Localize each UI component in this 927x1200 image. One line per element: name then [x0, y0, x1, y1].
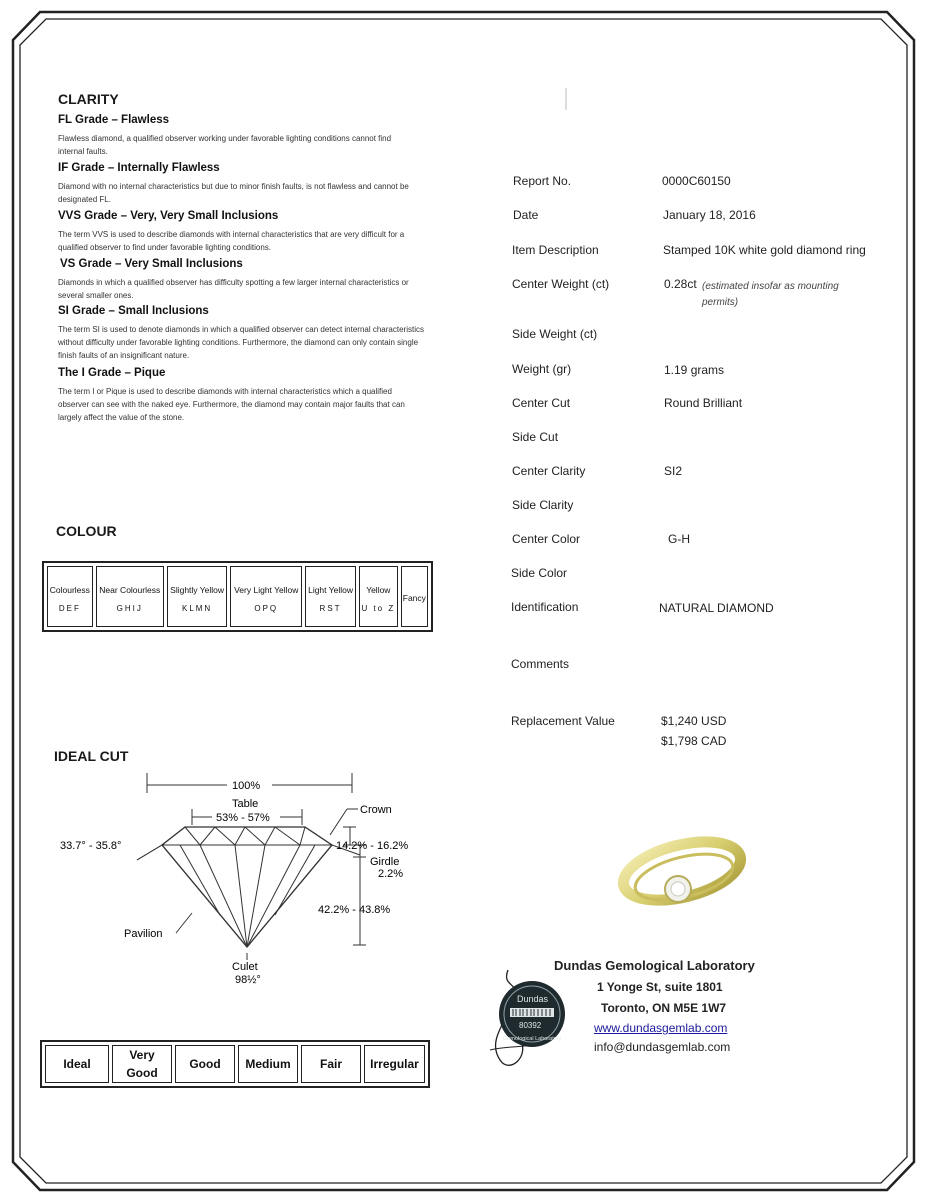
report-value-report-no: 0000C60150: [662, 174, 731, 188]
ideal-cut-diagram: [40, 765, 440, 995]
girdle-label: Girdle: [370, 856, 400, 868]
report-label-weight: Weight (gr): [512, 362, 572, 376]
pavilion-depth-label: 42.2% - 43.8%: [318, 904, 391, 916]
lab-website-link[interactable]: www.dundasgemlab.com: [594, 1021, 728, 1035]
seal-ring-text: Gemological Laboratory: [503, 1036, 562, 1042]
report-label-side-color: Side Color: [511, 566, 568, 580]
colour-title: COLOUR: [56, 523, 117, 539]
colour-cell-slightly-yellow: Slightly Yellow KLMN: [167, 566, 228, 627]
crown-label: Crown: [360, 804, 392, 816]
cut-grade-table: [40, 1040, 430, 1088]
lab-seal: [470, 950, 590, 1080]
report-value-replacement-cad: $1,798 CAD: [661, 734, 727, 748]
clarity-grade-i: The I Grade – Pique: [58, 367, 166, 379]
clarity-desc-fl: Flawless diamond, a qualified observer working under favorable lighting conditions cannot find internal faults.: [58, 134, 392, 156]
clarity-grade-vs: VS Grade – Very Small Inclusions: [60, 258, 243, 270]
clarity-desc-vvs: The term VVS is used to describe diamonds with internal characteristics that are very difficult for a qualified observer to find under favorable lighting conditions.: [58, 230, 405, 252]
report-value-center-cut: Round Brilliant: [664, 396, 743, 410]
clarity-grade-fl: FL Grade – Flawless: [58, 114, 170, 126]
report-label-identification: Identification: [511, 600, 579, 614]
colour-cell-yellow: Yellow U to Z: [359, 566, 398, 627]
clarity-desc-vs: Diamonds in which a qualified observer has difficulty spotting a few larger internal characteristics or several smaller ones.: [58, 278, 409, 300]
report-label-side-cut: Side Cut: [512, 430, 559, 444]
table-label: Table: [232, 798, 259, 810]
culet-label: Culet: [232, 961, 258, 973]
clarity-title: CLARITY: [58, 91, 119, 107]
lab-name: Dundas Gemological Laboratory: [554, 958, 755, 973]
report-value-center-clarity: SI2: [664, 464, 683, 478]
clarity-desc-si: The term SI is used to denote diamonds in which a qualified observer can detect internal characteristics without difficulty under favorable lighting conditions. Furthermore, the diamond can only contain single finish faults of an insignificant nature.: [58, 325, 424, 360]
crown-angle-label: 33.7° - 35.8°: [60, 840, 122, 852]
girdle-pct-label: 2.2%: [378, 868, 404, 880]
report-value-weight: 1.19 grams: [664, 363, 725, 377]
lab-email: info@dundasgemlab.com: [594, 1040, 731, 1054]
seal-top-text: Dundas: [517, 994, 549, 1004]
clarity-desc-i: The term I or Pique is used to describe diamonds with internal characteristics which a qualified observer can see with the naked eye. Furthermore, the diamond may contain major faults that can largely affect the value of the stone.: [58, 387, 405, 422]
report-value-replacement-usd: $1,240 USD: [661, 714, 727, 728]
report-value-center-color: G-H: [668, 532, 690, 546]
report-label-center-cut: Center Cut: [512, 396, 571, 410]
clarity-desc-if: Diamond with no internal characteristics but due to minor finish faults, is not flawless and cannot be designated FL.: [58, 182, 409, 204]
cut-grade-ideal: Ideal: [45, 1045, 109, 1083]
lab-address-line1: 1 Yonge St, suite 1801: [597, 980, 723, 994]
colour-cell-fancy: Fancy: [401, 566, 428, 627]
ring-photo: [612, 825, 752, 925]
report-note-center-weight: (estimated insofar as mounting permits): [702, 281, 839, 308]
cut-grade-irregular: Irregular: [364, 1045, 425, 1083]
report-label-date: Date: [513, 208, 539, 222]
dim-100-label: 100%: [232, 780, 261, 792]
clarity-grade-vvs: VVS Grade – Very, Very Small Inclusions: [58, 210, 279, 222]
colour-cell-near-colourless: Near Colourless GHIJ: [96, 566, 164, 627]
report-label-side-clarity: Side Clarity: [512, 498, 574, 512]
report-value-item-description: Stamped 10K white gold diamond ring: [663, 243, 866, 257]
table-pct-label: 53% - 57%: [216, 812, 270, 824]
report-value-center-weight: 0.28ct: [664, 277, 697, 291]
seal-number: 80392: [519, 1021, 542, 1030]
report-label-side-weight: Side Weight (ct): [512, 327, 598, 341]
ideal-cut-title: IDEAL CUT: [54, 748, 129, 764]
report-label-comments: Comments: [511, 657, 570, 671]
colour-cell-light-yellow: Light Yellow RST: [305, 566, 356, 627]
report-label-center-clarity: Center Clarity: [512, 464, 586, 478]
report-value-date: January 18, 2016: [663, 208, 756, 222]
cut-grade-medium: Medium: [238, 1045, 298, 1083]
clarity-grade-if: IF Grade – Internally Flawless: [58, 162, 220, 174]
clarity-grade-si: SI Grade – Small Inclusions: [58, 305, 209, 317]
culet-angle-label: 98½°: [235, 974, 261, 986]
report-label-item-description: Item Description: [512, 243, 599, 257]
report-label-report-no: Report No.: [513, 174, 572, 188]
cut-grade-good: Good: [175, 1045, 235, 1083]
report-label-center-color: Center Color: [512, 532, 581, 546]
colour-cell-colourless: Colourless DEF: [47, 566, 93, 627]
cut-grade-fair: Fair: [301, 1045, 361, 1083]
pavilion-label: Pavilion: [124, 928, 163, 940]
colour-cell-very-light-yellow: Very Light Yellow OPQ: [230, 566, 302, 627]
report-value-identification: NATURAL DIAMOND: [659, 601, 774, 615]
lab-address-line2: Toronto, ON M5E 1W7: [601, 1001, 727, 1015]
colour-scale-table: [42, 561, 433, 632]
report-label-replacement-value: Replacement Value: [511, 714, 615, 728]
crown-height-label: 14.2% - 16.2%: [336, 840, 409, 852]
report-label-center-weight: Center Weight (ct): [512, 277, 610, 291]
cut-grade-very-good: Very Good: [112, 1045, 172, 1083]
